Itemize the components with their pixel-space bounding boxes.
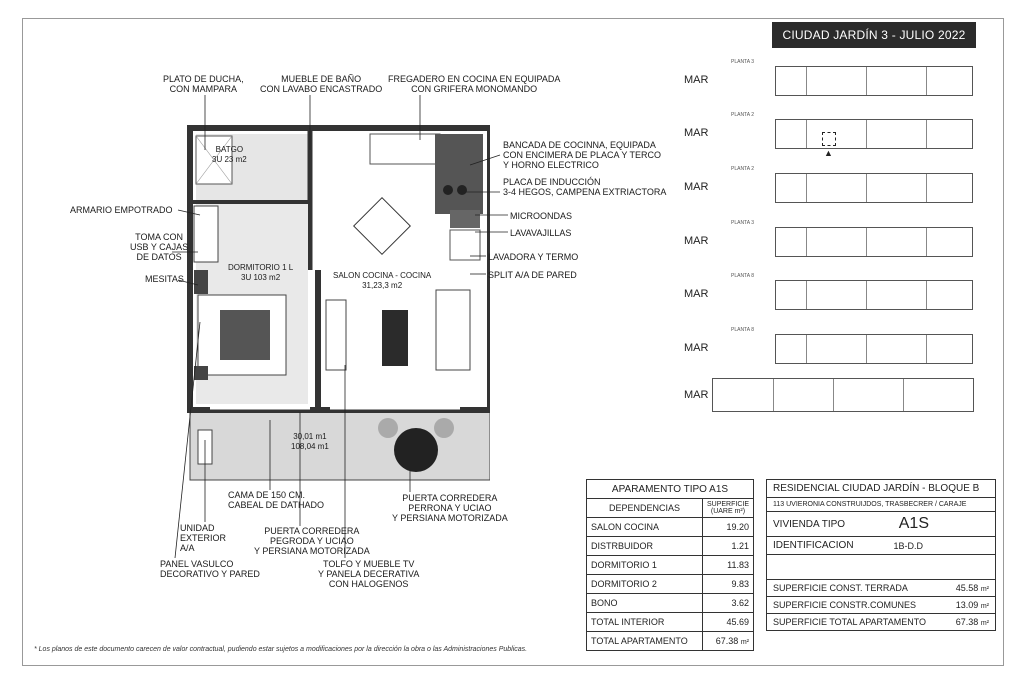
label-wardrobe: ARMARIO EMPOTRADO bbox=[70, 205, 173, 215]
vivienda-row: VIVIENDA TIPO A1S bbox=[767, 512, 995, 537]
mar-label: MAR bbox=[684, 288, 709, 300]
mar-label: MAR bbox=[684, 127, 709, 139]
mar-label: MAR bbox=[684, 342, 709, 354]
unit-marker bbox=[822, 132, 836, 146]
total-interior-row: TOTAL INTERIOR 45.69 bbox=[587, 613, 754, 632]
label-ac-outdoor: UNIDAD EXTERIOR A/A bbox=[180, 523, 227, 553]
mini-floor[interactable]: PLANTA 8 bbox=[775, 280, 973, 310]
room-label-salon: SALON COCINA - COCINA 31,23,3 m2 bbox=[333, 271, 432, 290]
mar-label: MAR bbox=[684, 235, 709, 247]
mar-label: MAR bbox=[684, 74, 709, 86]
summary-subtitle: 113 UVIERONIA CONSTRUIJDOS, TRASBECRER / CARAJE bbox=[767, 498, 995, 512]
total-apartment-row: TOTAL APARTAMENTO 67.38 m² bbox=[587, 632, 754, 651]
mini-floor[interactable]: PLANTA 3 bbox=[775, 227, 973, 257]
label-sliding-door-2: PUERTA CORREDERA PERRONA Y UCIAO Y PERSIANA MOTORIZADA bbox=[392, 493, 508, 523]
label-sliding-door-1: PUERTA CORREDERA PEGRODA Y UCIAO Y PERSIANA MOTORIZADA bbox=[254, 526, 370, 556]
mini-floor-ground[interactable] bbox=[712, 378, 974, 412]
label-dishwasher: LAVAVAJILLAS bbox=[510, 228, 572, 238]
label-nightstands: MESITAS bbox=[145, 274, 184, 284]
surface-row: SUPERFICIE CONSTR.COMUNES 13.09 m² bbox=[767, 597, 995, 614]
label-washer: LAVADORA Y TERMO bbox=[488, 252, 579, 262]
label-bath-cabinet: MUEBLE DE BAÑO CON LAVABO ENCASTRADO bbox=[260, 74, 383, 94]
label-panel: PANEL VASULCO DECORATIVO Y PARED bbox=[160, 559, 260, 579]
label-shower: PLATO DE DUCHA, CON MAMPARA bbox=[163, 74, 244, 94]
mar-label: MAR bbox=[684, 389, 709, 401]
surface-row: SUPERFICIE CONST. TERRADA 45.58 m² bbox=[767, 580, 995, 597]
label-ac-split: SPLIT A/A DE PARED bbox=[488, 270, 577, 280]
label-usb-socket: TOMA CON USB Y CAJAS DE DATOS bbox=[130, 232, 189, 262]
disclaimer: * Los planos de este documento carecen de valor contractual, pudiendo estar sujetos a modificaciones por la dirección la obra o las Administraciones Publicas. bbox=[34, 646, 528, 653]
column-header-superficie: SUPERFICIE (UARE m²) bbox=[702, 499, 753, 518]
page-title: CIUDAD JARDÍN 3 - JULIO 2022 bbox=[772, 22, 976, 48]
label-microwave: MICROONDAS bbox=[510, 211, 573, 221]
mini-floor-selected[interactable]: PLANTA 2 ▲ bbox=[775, 119, 973, 149]
label-bed: CAMA DE 150 CM. CABEAL DE DATHADO bbox=[228, 490, 325, 510]
mini-floor[interactable]: PLANTA 8 bbox=[775, 334, 973, 364]
summary-title: RESIDENCIAL CIUDAD JARDÍN - BLOQUE B bbox=[767, 480, 995, 498]
room-label-bedroom: DORMITORIO 1 L 3U 103 m2 bbox=[228, 263, 294, 282]
table-row: DISTRBUIDOR 1.21 bbox=[587, 537, 754, 556]
room-label-bathroom: BATGO 3U 23 m2 bbox=[212, 145, 247, 164]
label-sink: FREGADERO EN COCINA EN EQUIPADA CON GRIFERA MONOMANDO bbox=[388, 74, 561, 94]
areas-table bbox=[586, 479, 754, 651]
room-label-terrace: 30,01 m1 108,04 m1 bbox=[291, 432, 329, 451]
table-row: BONO 3.62 bbox=[587, 594, 754, 613]
table-row: DORMITORIO 1 11.83 bbox=[587, 556, 754, 575]
table-row: DORMITORIO 2 9.83 bbox=[587, 575, 754, 594]
triangle-marker-icon: ▲ bbox=[824, 148, 833, 158]
column-header-dependencias: DEPENDENCIAS bbox=[587, 499, 703, 518]
identification-row: IDENTIFICACION 1B-D.D bbox=[767, 537, 995, 555]
table-title: APARAMENTO TIPO A1S bbox=[587, 480, 754, 499]
mar-label: MAR bbox=[684, 181, 709, 193]
label-tv-furniture: TOLFO Y MUEBLE TV Y PANELA DECERATIVA CON HALOGENOS bbox=[318, 559, 420, 589]
label-induction: PLACA DE INDUCCIÓN 3-4 HEGOS, CAMPENA EXTRIACTORA bbox=[503, 177, 667, 197]
table-row: SALON COCINA 19.20 bbox=[587, 518, 754, 537]
label-kitchen-bench: BANCADA DE COCINNA, EQUIPADA CON ENCIMERA DE PLACA Y TERCO Y HORNO ELECTRICO bbox=[503, 140, 662, 170]
summary-box bbox=[766, 479, 996, 631]
mini-floor[interactable]: PLANTA 3 bbox=[775, 66, 973, 96]
surface-row: SUPERFICIE TOTAL APARTAMENTO 67.38 m² bbox=[773, 617, 989, 627]
mini-floor[interactable]: PLANTA 2 bbox=[775, 173, 973, 203]
